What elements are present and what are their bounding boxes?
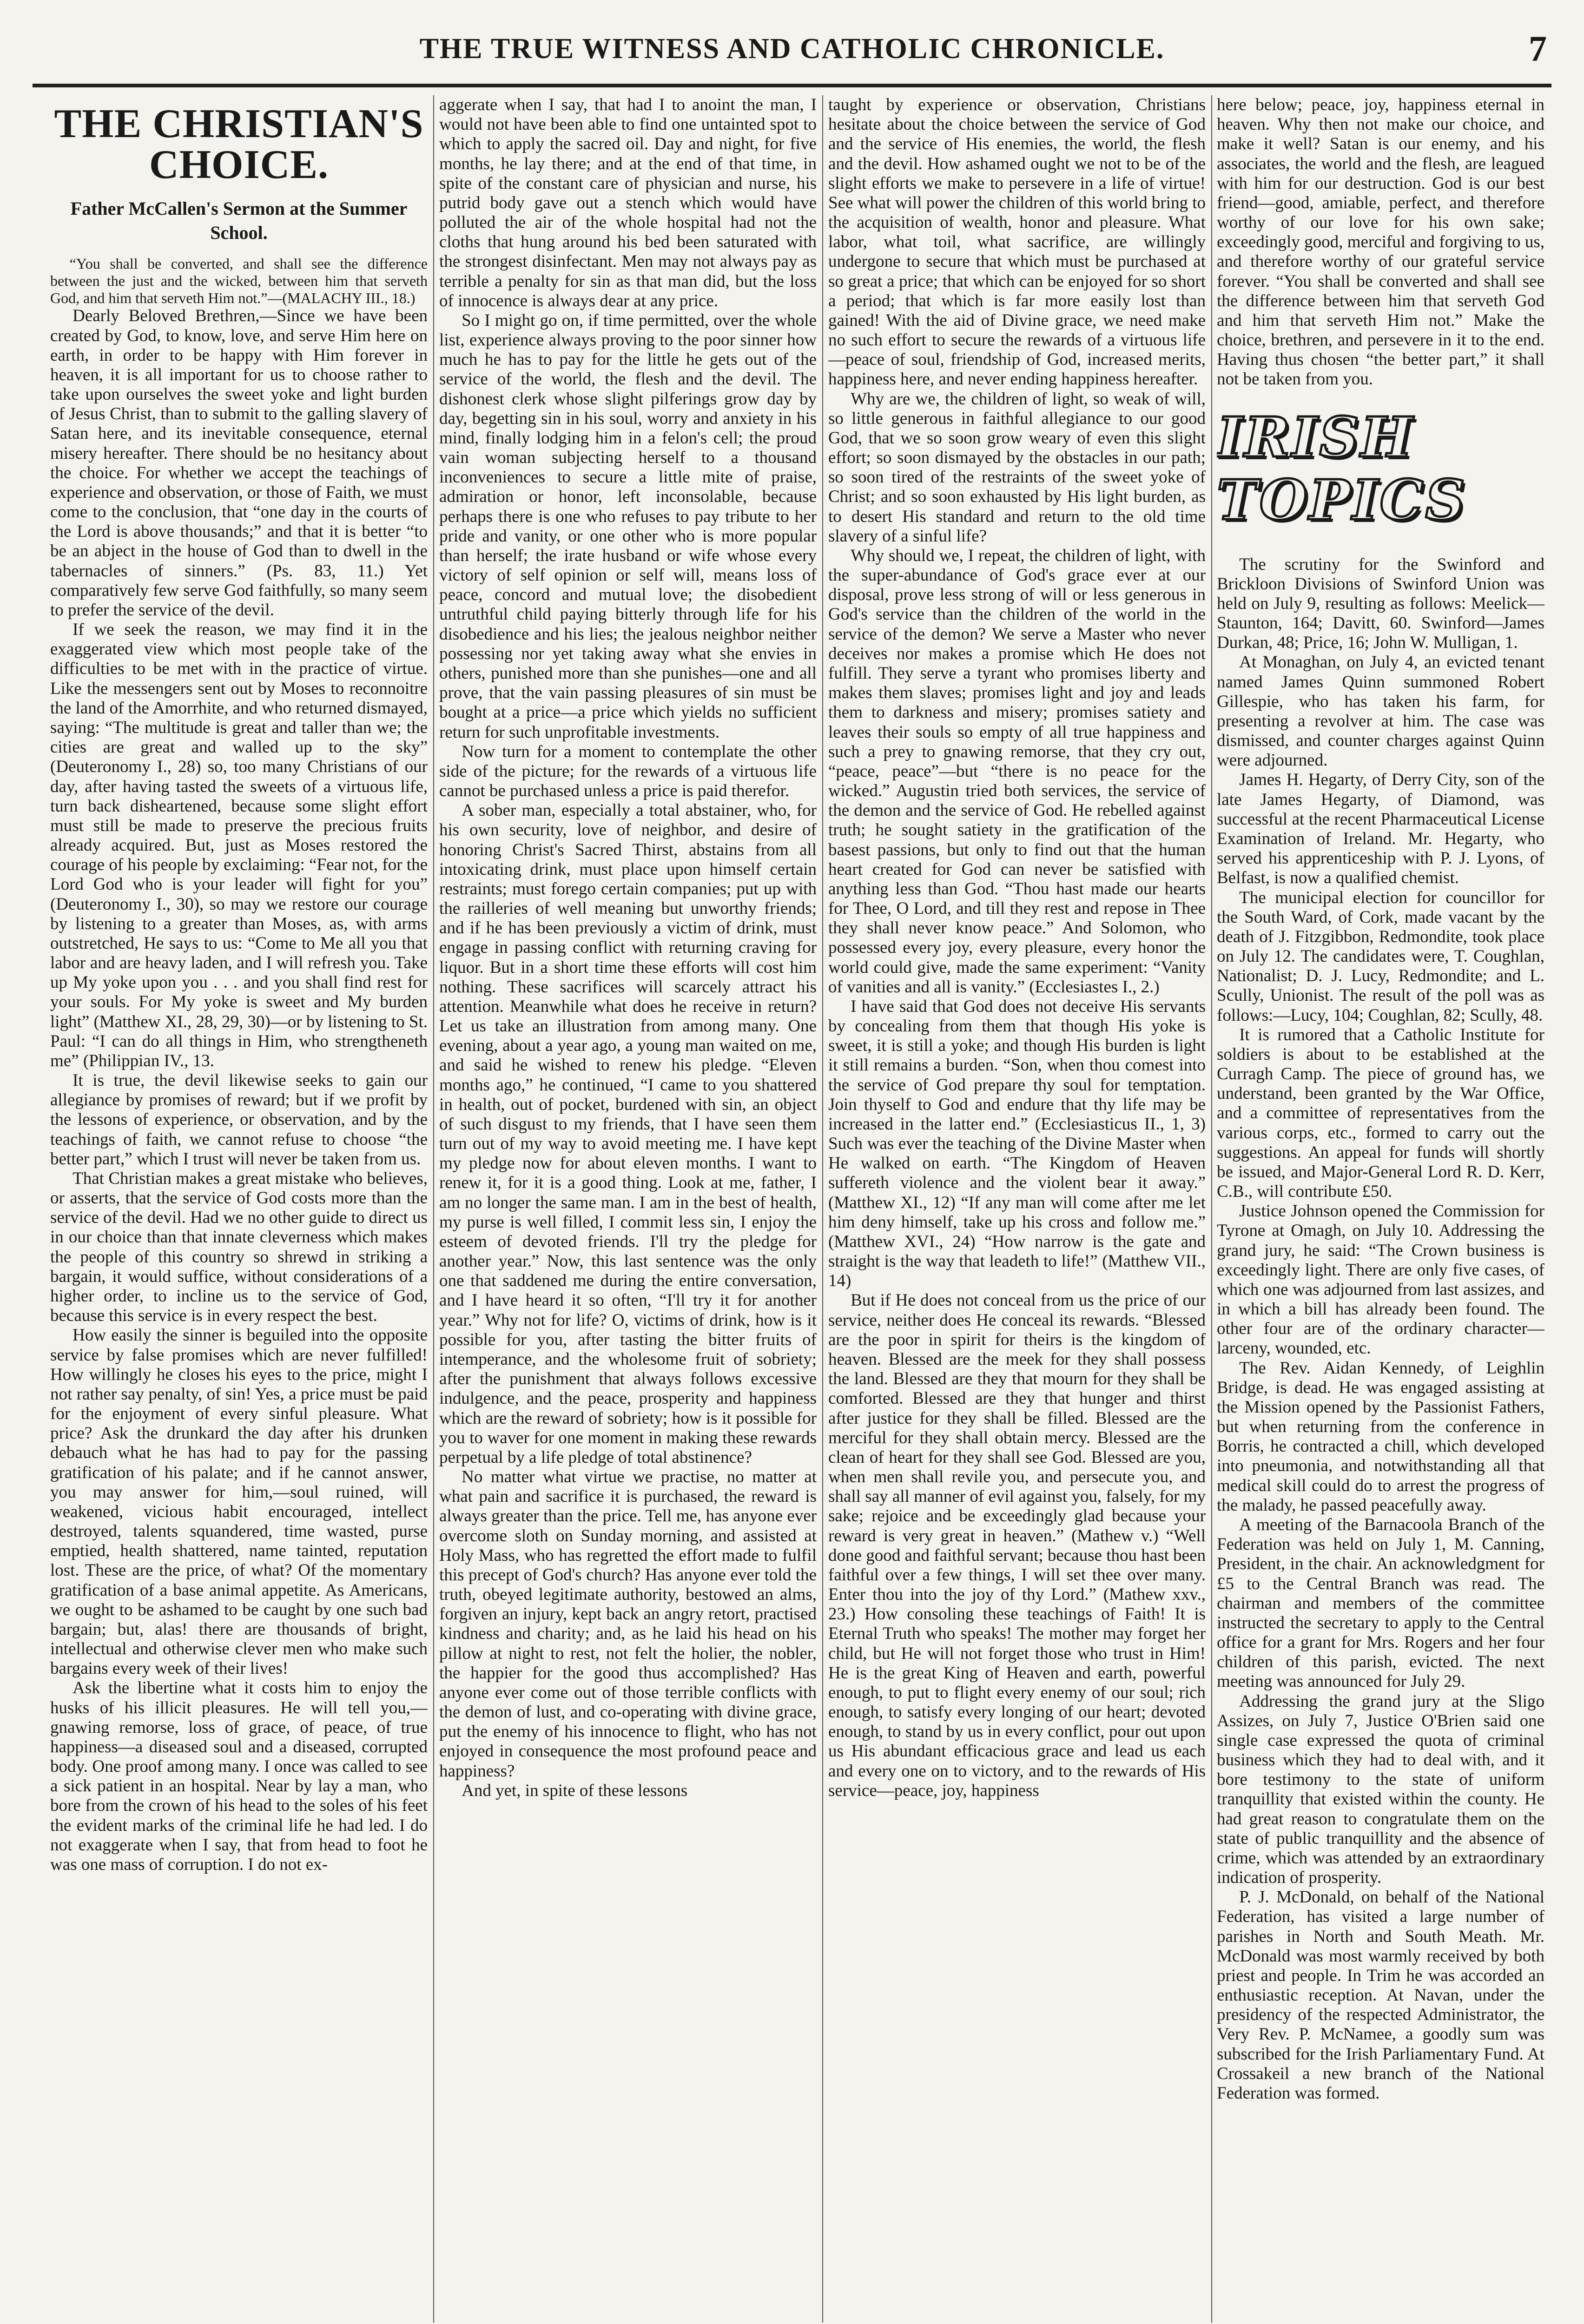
- page-number: 7: [1529, 28, 1547, 69]
- article-paragraph: That Christian makes a great mistake who believes, or asserts, that the service of God costs more than the service of the devil. Had we no other guide to direct us in our choice than that innate cleverness which makes the people of this country so shrewd in striking a bargain, it would suffice, without considerations of a higher order, to incline us to the service of God, because this service is in every respect the best.: [50, 1169, 428, 1326]
- column-2: [439, 95, 817, 2323]
- article-paragraph: I have said that God does not deceive His servants by concealing from them that though His yoke is sweet, it is still a yoke; and though His burden is light it still remains a burden. “Son, when thou comest into the service of God prepare thy soul for temptation. Join thyself to God and endure that thy life may be increased in the latter end.” (Ecclesiasticus II., 1, 3) Such was ever the teaching of the Divine Master when He walked on earth. “The Kingdom of Heaven suffereth violence and the violent bear it away.” (Matthew XI., 12) “If any man will come after me let him deny himself, take up his cross and follow me.” (Matthew XVI., 24) “How narrow is the gate and straight is the way that leadeth to life!” (Matthew VII., 14): [828, 997, 1206, 1291]
- news-item: A meeting of the Barnacoola Branch of the Federation was held on July 1, M. Canning, President, in the chair. An acknowledgment for £5 to the Central Branch was read. The chairman and members of the committee instructed the secretary to apply to the Central office for a grant for Mrs. Rogers and her four children of this parish, evicted. The next meeting was announced for July 29.: [1217, 1515, 1544, 1691]
- article-paragraph: aggerate when I say, that had I to anoint the man, I would not have been able to find one untainted spot to which to apply the sacred oil. Day and night, for five months, he lay there; and at the end of that time, in spite of the constant care of physician and nurse, his putrid body gave out a stench which would have polluted the air of the whole hospital had not the cloths that hung around his bed been saturated with the strongest disinfectant. Men may not always pay as terrible a penalty for sin as that man did, but the loss of innocence is always dear at any price.: [439, 95, 817, 310]
- article-paragraph: Ask the libertine what it costs him to enjoy the husks of his illicit pleasures. He will tell you,—gnawing remorse, loss of grace, of peace, of true happiness—a diseased soul and a diseased, corrupted body. One proof among many. I once was called to see a sick patient in an hospital. Near by lay a man, who bore from the crown of his head to the soles of his feet the evident marks of the criminal life he had led. I do not exaggerate when I say, that from head to foot he was one mass of corruption. I do not ex-: [50, 1678, 428, 1874]
- article-paragraph: And yet, in spite of these lessons: [462, 1781, 688, 1800]
- article-paragraph: Now turn for a moment to contemplate the other side of the picture; for the rewards of a virtuous life cannot be purchased unless a price is paid therefor.: [439, 742, 817, 801]
- column-4: [1217, 95, 1544, 2323]
- masthead: [33, 14, 1551, 87]
- news-item: At Monaghan, on July 4, an evicted tenant named James Quinn summoned Robert Gillespie, who has taken his farm, for presenting a revolver at him. The case was dismissed, and counter charges against Quinn were adjourned.: [1217, 653, 1544, 770]
- article-paragraph: Dearly Beloved Brethren,—Since we have been created by God, to know, love, and serve Him here on earth, in order to be happy with Him forever in heaven, it is all important for us to choose rather to take upon ourselves the sweet yoke and light burden of Jesus Christ, than to submit to the galling slavery of Satan here, and its inevitable consequence, eternal misery hereafter. There should be no hesitancy about the choice. For whether we accept the teachings of experience and observation, or those of Faith, we must come to the conclusion, that “one day in the courts of the Lord is above thousands;” and that it is better “to be an abject in the house of God than to dwell in the tabernacles of sinners.” (Ps. 83, 11.) Yet comparatively few serve God faithfully, so many seem to prefer the service of the devil.: [50, 306, 428, 620]
- news-item: P. J. McDonald, on behalf of the National Federation, has visited a large number of parishes in North and South Meath. Mr. McDonald was most warmly received by both priest and people. In Trim he was accorded an enthusiastic reception. At Navan, under the presidency of the respected Administrator, the Very Rev. P. McNamee, a goodly sum was subscribed for the Irish Parliamentary Fund. At Crossakeil a new branch of the National Federation was formed.: [1217, 1888, 1544, 2103]
- article-paragraph: Why are we, the children of light, so weak of will, so little generous in faithful allegiance to our good God, that we so soon grow weary of even this slight effort; so soon dismayed by the obstacles in our path; so soon tired of the restraints of the sweet yoke of Christ; and so soon exhausted by His light burden, as to desert His standard and return to the old time slavery of a sinful life?: [828, 389, 1206, 546]
- news-item: Justice Johnson opened the Commission for Tyrone at Omagh, on July 10. Addressing the grand jury, he said: “The Crown business is exceedingly light. There are only five cases, of which one was adjourned from last assizes, and in which a bill has already been found. The other four are of the ordinary character—larceny, wounded, etc.: [1217, 1202, 1544, 1358]
- article-paragraph: But if He does not conceal from us the price of our service, neither does He conceal its rewards. “Blessed are the poor in spirit for theirs is the kingdom of heaven. Blessed are the meek for they shall possess the land. Blessed are they that mourn for they shall be comforted. Blessed are they that hunger and thirst after justice for they shall be filled. Blessed are the merciful for they shall obtain mercy. Blessed are the clean of heart for they shall see God. Blessed are you, when men shall revile you, and persecute you, and shall say all manner of evil against you, falsely, for my sake; rejoice and be exceedingly glad because your reward is very great in heaven.” (Mathew v.) “Well done good and faithful servant; because thou hast been faithful over a few things, I will set thee over many. Enter thou into the joy of thy Lord.” (Mathew xxv., 23.) How consoling these teachings of Faith! It is Eternal Truth who speaks! The mother may forget her child, but He will not forget those who trust in Him! He is the great King of Heaven and earth, powerful enough, to put to flight every enemy of our soul; rich enough, to satisfy every longing of our heart; devoted enough, to stand by us in every conflict, pour out upon us His abundant efficacious grace and lead us each and every one on to victory, and to the rewards of His service—peace, joy, happiness: [828, 1291, 1206, 1800]
- masthead-title: THE TRUE WITNESS AND CATHOLIC CHRONICLE.: [419, 33, 1165, 65]
- news-item: James H. Hegarty, of Derry City, son of the late James Hegarty, of Diamond, was successful at the recent Pharmaceutical License Examination of Ireland. Mr. Hegarty, who served his apprenticeship with P. J. Lyons, of Belfast, is now a qualified chemist.: [1217, 770, 1544, 888]
- article-paragraph: taught by experience or observation, Christians hesitate about the choice between the service of God and the service of His enemies, the world, the flesh and the devil. How ashamed ought we not to be of the slight efforts we make to persevere in a life of virtue! See what will power the children of this world bring to the acquisition of wealth, honor and pleasure. What labor, what toil, what sacrifice, are willingly undergone to secure that which must be purchased at so great a price; that which can be enjoyed for so short a period; that which is far more easily lost than gained! With the aid of Divine grace, we need make no such effort to secure the rewards of a virtuous life—peace of soul, friendship of God, increased merits, happiness here, and never ending happiness hereafter.: [828, 95, 1206, 389]
- article-paragraph: How easily the sinner is beguiled into the opposite service by false promises which are never fulfilled! How willingly he closes his eyes to the price, might I not rather say penalty, of sin! Yes, a price must be paid for the enjoyment of every sinful pleasure. What price? Ask the drunkard the day after his drunken debauch what he has had to pay for the passing gratification of his palate; and if he cannot answer, you may answer for him,—soul ruined, will weakened, vicious habit encouraged, intellect destroyed, talents squandered, time wasted, purse emptied, health shattered, name tainted, reputation lost. These are the price, of what? Of the momentary gratification of a base animal appetite. As Americans, we ought to be ashamed to be caught by one such bad bargain; but, alas! there are thousands of bright, intellectual and otherwise clever men who make such bargains every week of their lives!: [50, 1326, 428, 1678]
- article-subhead: Father McCallen's Sermon at the Summer School.: [70, 198, 408, 243]
- epigraph-quote: “You shall be converted, and shall see the difference between the just and the wicked, between him that serveth God, and him that serveth Him not.”—(MALACHY III., 18.): [50, 255, 428, 306]
- irish-topics-heading: IRISH TOPICS: [1217, 405, 1467, 532]
- news-item: Addressing the grand jury at the Sligo Assizes, on July 7, Justice O'Brien said one single case expressed the quota of criminal business which they had to deal with, and it bore testimony to the state of uniform tranquillity that existed within the county. He had great reason to congratulate them on the state of public tranquillity and the absence of crime, which was attended by an extraordinary indication of prosperity.: [1217, 1691, 1544, 1888]
- irish-topics-logo: [1217, 392, 1544, 546]
- article-paragraph: If we seek the reason, we may find it in the exaggerated view which most people take of the difficulties to be met with in the practice of virtue. Like the messengers sent out by Moses to reconnoitre the land of the Amorrhite, and who returned dismayed, saying: “The multitude is great and taller than we; the cities are great and walled up to the sky” (Deuteronomy I., 28) so, too many Christians of our day, after having tasted the sweets of a virtuous life, turn back disheartened, because some slight effort must still be made to preserve the precious fruits already acquired. But, just as Moses restored the courage of his people by exclaiming: “Fear not, for the Lord God who is your leader will fight for you” (Deuteronomy I., 30), so may we restore our courage by listening to a greater than Moses, as, with arms outstretched, He says to us: “Come to Me all you that labor and are heavy laden, and I will refresh you. Take up My yoke upon you . . . and you shall find rest for your souls. For My yoke is sweet and My burden light” (Matthew XI., 28, 29, 30)—or by listening to St. Paul: “I can do all things in Him, who strengtheneth me” (Philippian IV., 13.: [50, 620, 428, 1070]
- news-item: It is rumored that a Catholic Institute for soldiers is about to be established at the Curragh Camp. The piece of ground has, we understand, been granted by the War Office, and a committee of representatives from the various corps, etc., formed to carry out the suggestions. An appeal for funds will shortly be issued, and Major-General Lord R. D. Kerr, C.B., will contribute £50.: [1217, 1025, 1544, 1202]
- column-3: [828, 95, 1206, 2323]
- article-paragraph: A sober man, especially a total abstainer, who, for his own security, love of neighbor, and desire of honoring Christ's Sacred Thirst, abstains from all intoxicating drink, must place upon himself certain restraints; must forego certain companies; put up with the railleries of well meaning but unworthy friends; and if he has been previously a victim of drink, must engage in passing conflict with returning craving for liquor. But in a short time these efforts will cost him nothing. These sacrifices will scarcely attract his attention. Meanwhile what does he receive in return? Let us take an illustration from among many. One evening, about a year ago, a young man waited on me, and said he wished to renew his pledge. “Eleven months ago,” he continued, “I came to you shattered in health, out of pocket, burdened with sin, an object of such disgust to my friends, that I have seen them turn out of my way to avoid meeting me. I have kept my pledge now for about eleven months. I want to renew it, for it is a good thing. Look at me, father, I am no longer the same man. I am in the best of health, my purse is well filled, I commit less sin, I enjoy the esteem of devoted friends. I'll try the pledge for another year.” Now, this last sentence was the only one that saddened me during the entire conversation, and I have heard it so often, “I'll try it for another year.” Why not for life? O, victims of drink, how is it possible for you, after tasting the bitter fruits of intemperance, and the wholesome fruit of sobriety; after the punishment that always follows excessive indulgence, and the peace, prosperity and happiness which are the reward of sobriety; how is it possible for you to waver for one moment in making these rewards perpetual by a life pledge of total abstinence?: [439, 801, 817, 1467]
- column-rule: [1211, 95, 1212, 2323]
- article-headline: THE CHRISTIAN'S CHOICE.: [54, 101, 424, 187]
- article-paragraph: Why should we, I repeat, the children of light, with the super-abundance of God's grace ever at our disposal, prove less strong of will or less generous in God's service than the children of the world in the service of the demon? We serve a Master who never deceives nor makes a promise which He does not fulfill. They serve a tyrant who promises liberty and makes them slaves; promises light and joy and leads them to darkness and misery; promises satiety and leaves their souls so empty of all true happiness and such a prey to gnawing remorse, that they cry out, “peace, peace”—but “there is no peace for the wicked.” Augustin tried both services, the service of the demon and the service of God. He rebelled against truth; he sought satiety in the gratification of the basest passions, but only to find out that the human heart created for God can never be satisfied with anything less than God. “Thou hast made our hearts for Thee, O Lord, and till they rest and repose in Thee they shall never know peace.” And Solomon, who possessed every joy, every pleasure, every honor the world could give, made the same experiment: “Vanity of vanities and all is vanity.” (Ecclesiastes I., 2.): [828, 546, 1206, 997]
- news-item: The scrutiny for the Swinford and Brickloon Divisions of Swinford Union was held on July 9, resulting as follows: Meelick—Staunton, 164; Davitt, 60. Swinford—James Durkan, 48; Price, 16; John W. Mulligan, 1.: [1217, 555, 1544, 653]
- column-rule: [822, 95, 823, 2323]
- news-item: The Rev. Aidan Kennedy, of Leighlin Bridge, is dead. He was engaged assisting at the Mission opened by the Passionist Fathers, but when returning from the conference in Borris, he contracted a chill, which developed into pneumonia, and notwithstanding all that medical skill could do to arrest the progress of the malady, he passed peacefully away.: [1217, 1358, 1544, 1515]
- article-paragraph: So I might go on, if time permitted, over the whole list, experience always proving to the poor sinner how much he has to pay for the little he gets out of the service of the world, the flesh and the devil. The dishonest clerk whose slight pilferings grow day by day, begetting sin in his soul, worry and anxiety in his mind, finally lodging him in a felon's cell; the proud vain woman subjecting herself to a thousand inconveniences to secure a little mite of praise, admiration or honor, left inconsolable, because perhaps there is one who refuses to pay tribute to her pride and vanity, or one other who is more popular than herself; the irate husband or wife whose every victory of self opinion or self will, means loss of peace, concord and mutual love; the disobedient untruthful child paying bitterly through life for his disobedience and his lies; the jealous neighbor neither possessing nor yet taking away what she envies in others, punished more than she punishes—one and all prove, that the vain passing pleasures of sin must be bought at a price—a price which yields no sufficient return for such unprofitable investments.: [439, 310, 817, 742]
- column-1: [50, 95, 428, 2323]
- news-item: The municipal election for councillor for the South Ward, of Cork, made vacant by the death of J. Fitzgibbon, Redmondite, took place on July 12. The candidates were, T. Coughlan, Nationalist; D. J. Lucy, Redmondite; and L. Scully, Unionist. The result of the poll was as follows:—Lucy, 104; Coughlan, 82; Scully, 48.: [1217, 888, 1544, 1025]
- article-paragraph: No matter what virtue we practise, no matter at what pain and sacrifice it is purchased, the reward is always greater than the price. Tell me, has anyone ever overcome sloth on Sunday morning, and assisted at Holy Mass, who has regretted the effort made to fulfil this precept of God's church? Has anyone ever told the truth, obeyed legitimate authority, bestowed an alms, forgiven an injury, kept back an angry retort, practised kindness and charity; and, as he laid his head on his pillow at night to rest, not felt the holier, the nobler, the happier for the good thus accomplished? Has anyone ever come out of those terrible conflicts with the demon of lust, and co-operating with divine grace, put the enemy of his innocence to flight, who has not enjoyed in consequence the most profound peace and happiness?: [439, 1467, 817, 1781]
- article-paragraph: here below; peace, joy, happiness eternal in heaven. Why then not make our choice, and make it well? Satan is our enemy, and his associates, the world and the flesh, are leagued with him for our destruction. God is our best friend—good, amiable, perfect, and therefore worthy of our love for his own sake; exceedingly good, merciful and forgiving to us, and therefore worthy of our grateful service forever. “You shall be converted and shall see the difference between him that serveth God and him that serveth Him not.” Make the choice, brethren, and persevere in it to the end. Having thus chosen “the better part,” it shall not be taken from you.: [1217, 95, 1544, 389]
- article-paragraph: It is true, the devil likewise seeks to gain our allegiance by promises of reward; but if we profit by the lessons of experience, or observation, and by the teachings of faith, we cannot refuse to choose “the better part,” which I trust will never be taken from us.: [50, 1071, 428, 1169]
- column-rule: [433, 95, 434, 2323]
